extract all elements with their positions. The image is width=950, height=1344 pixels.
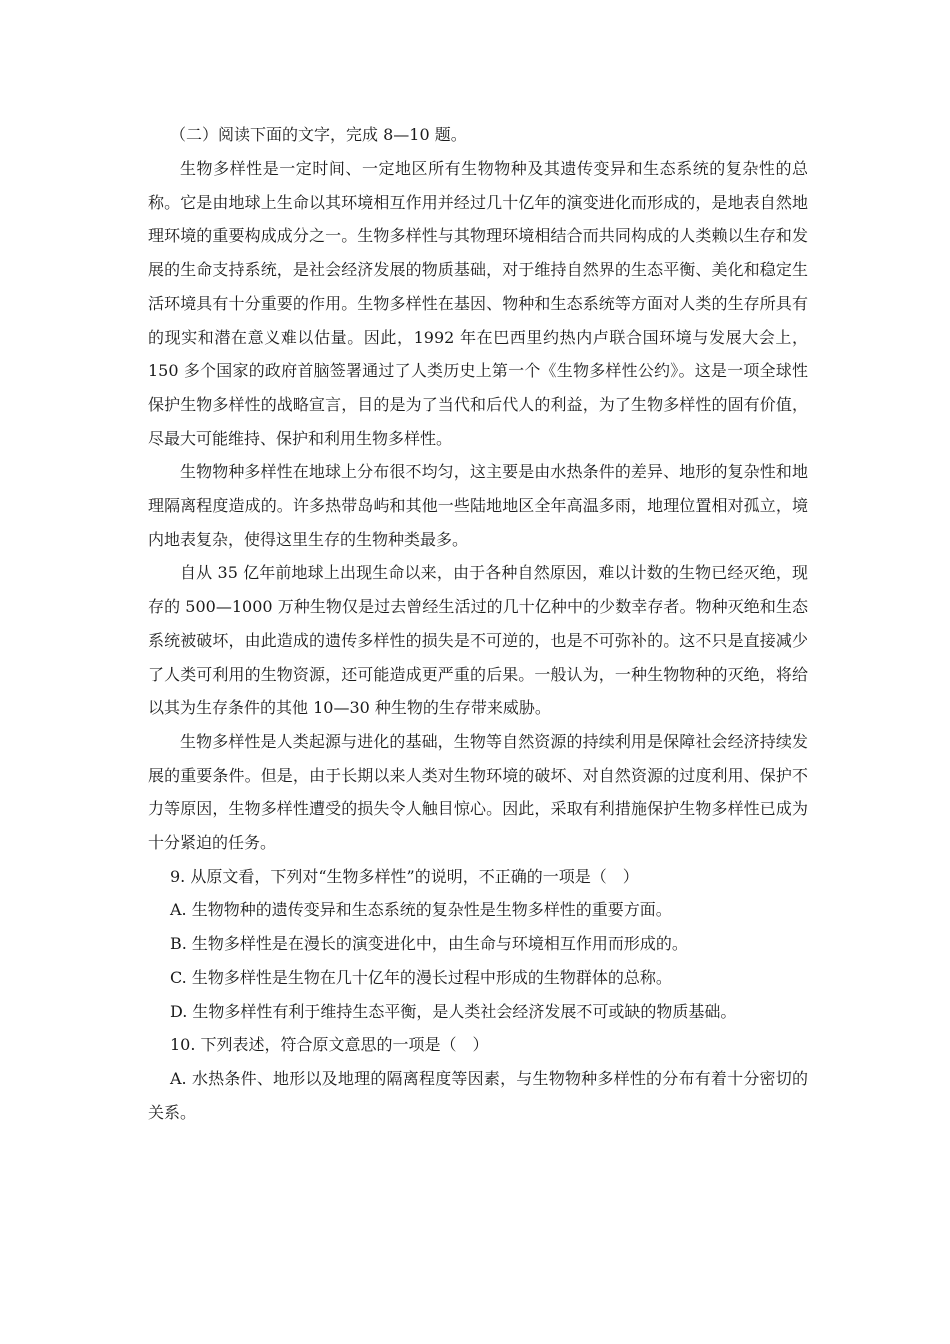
question-9-option-b: B. 生物多样性是在漫长的演变进化中，由生命与环境相互作用而形成的。 [170,934,688,954]
section-title: （二）阅读下面的文字，完成 8—10 题。 [170,125,467,144]
document-page [148,118,808,1129]
question-10-stem: 10. 下列表述，符合原文意思的一项是（ ） [170,1035,489,1055]
question-9-option-c: C. 生物多样性是生物在几十亿年的漫长过程中形成的生物群体的总称。 [170,967,672,987]
paragraph-2: 生物物种多样性在地球上分布很不均匀，这主要是由水热条件的差异、地形的复杂性和地理隔离程度造成的。许多热带岛屿和其他一些陆地地区全年高温多雨，地理位置相对孤立，境内地表复杂，使得这里生存的生物种类最多。 [148,462,808,549]
paragraph-4: 生物多样性是人类起源与进化的基础，生物等自然资源的持续利用是保障社会经济持续发展的重要条件。但是，由于长期以来人类对生物环境的破坏、对自然资源的过度利用、保护不力等原因，生物多样性遭受的损失令人触目惊心。因此，采取有利措施保护生物多样性已成为十分紧迫的任务。 [148,731,808,853]
question-9-option-d: D. 生物多样性有利于维持生态平衡，是人类社会经济发展不可或缺的物质基础。 [170,1001,737,1021]
question-9-option-a: A. 生物物种的遗传变异和生态系统的复杂性是生物多样性的重要方面。 [170,900,672,920]
paragraph-1: 生物多样性是一定时间、一定地区所有生物物种及其遗传变异和生态系统的复杂性的总称。它是由地球上生命以其环境相互作用并经过几十亿年的演变进化而形成的，是地表自然地理环境的重要构成成分之一。生物多样性与其物理环境相结合而共同构成的人类赖以生存和发展的生命支持系统，是社会经济发展的物质基础，对于维持自然界的生态平衡、美化和稳定生活环境具有十分重要的作用。生物多样性在基因、物种和生态系统等方面对人类的生存所具有的现实和潜在意义难以估量。因此，1992 年在巴西里约热内卢联合国环境与发展大会上，150 多个国家的政府首脑签署通过了人类历史上第一个《生物多样性公约》。这是一项全球性保护生物多样性的战略宣言，目的是为了当代和后代人的利益，为了生物多样性的固有价值，尽最大可能维持、保护和利用生物多样性。 [148,159,808,448]
question-9-stem: 9. 从原文看，下列对“生物多样性”的说明，不正确的一项是（ ） [170,866,639,886]
question-10-option-a: A. 水热条件、地形以及地理的隔离程度等因素，与生物物种多样性的分布有着十分密切的关系。 [148,1068,808,1122]
paragraph-3: 自从 35 亿年前地球上出现生命以来，由于各种自然原因，难以计数的生物已经灭绝，现存的 500—1000 万种生物仅是过去曾经生活过的几十亿种中的少数幸存者。物种灭绝和生态系统被破坏，由此造成的遗传多样性的损失是不可逆的，也是不可弥补的。这不只是直接减少了人类可利用的生物资源，还可能造成更严重的后果。一般认为，一种生物物种的灭绝，将给以其为生存条件的其他 10—30 种生物的生存带来威胁。 [148,563,808,718]
